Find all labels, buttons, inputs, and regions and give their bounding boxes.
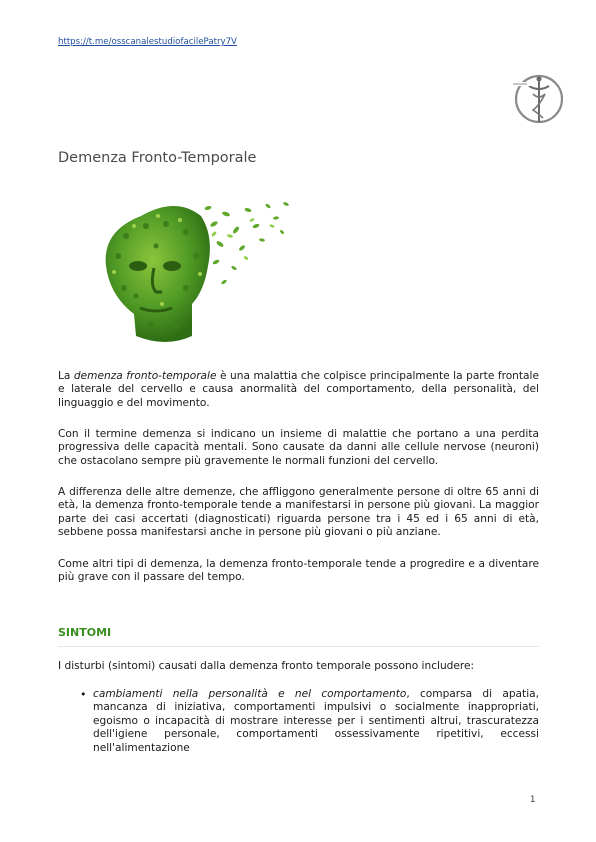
section-divider [58,646,539,647]
telegram-link[interactable]: https://t.me/osscanalestudiofacilePatry7V [58,37,237,47]
paragraph-definition: Con il termine demenza si indicano un insieme di malattie che portano a una perdita progressiva delle capacità mentali. Sono causate da danni alle cellule nervose (neuroni) che ostacolano sempre più gravemente le normali funzioni del cervello. [58,428,539,467]
page-title: Demenza Fronto-Temporale [58,150,257,166]
p1-prefix: La [58,370,74,382]
bullet-dot-icon: • [80,688,87,701]
bullet-emphasis: cambiamenti nella personalità e nel comportamento [93,688,407,700]
page-number: 1 [530,795,536,805]
p1-rest: è una malattia che colpisce principalmente la parte frontale e laterale del cervello e causa anormalità del comportamento, della personalità, del linguaggio e del movimento. [58,370,539,409]
leafy-head-dispersing-illustration [96,196,296,351]
paragraph-symptoms-intro: I disturbi (sintomi) causati dalla demenza fronto temporale possono includere: [58,660,475,672]
section-title-symptoms: SINTOMI [58,626,112,639]
symptoms-list [80,688,539,755]
caduceus-logo-icon [509,70,563,128]
p1-emphasis: demenza fronto-temporale [73,370,217,382]
paragraph-progression: Come altri tipi di demenza, la demenza fronto-temporale tende a progredire e a diventare più grave con il passare del tempo. [58,558,539,584]
bullet-rest: , comparsa di apatia, mancanza di iniziativa, comportamenti impulsivi o socialmente inappropriati, egoismo o incapacità di mostrare interesse per i sentimenti altrui, trascuratezza dell'igiene personale, comportamenti ossessivamente ripetitivi, eccessi nell'alimentazione [93,688,539,754]
list-item [80,688,539,755]
paragraph-age: A differenza delle altre demenze, che affliggono generalmente persone di oltre 65 anni di età, la demenza fronto-temporale tende a manifestarsi in persone più giovani. La maggior parte dei casi accertati (diagnosticati) riguarda persone tra i 45 ed i 65 anni di età, sebbene possa manifestarsi anche in persone più giovani o più anziane. [58,486,539,539]
paragraph-intro [58,370,539,410]
